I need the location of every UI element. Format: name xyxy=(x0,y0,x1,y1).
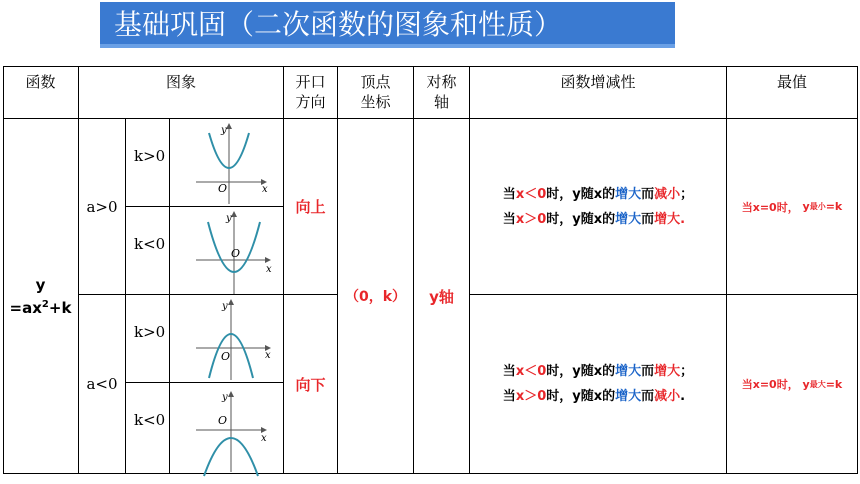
case-k-positive-up: k>0 xyxy=(126,119,170,207)
y-axis-label: y xyxy=(222,392,228,403)
origin-label: O xyxy=(221,350,231,363)
y-axis-label: y xyxy=(226,213,232,224)
x-axis-label: x xyxy=(262,184,268,195)
header-opening-l2: 方向 xyxy=(295,93,326,111)
symmetry-axis: y轴 xyxy=(414,119,470,474)
x-axis-label: x xyxy=(265,350,271,361)
monotonicity-up xyxy=(470,119,727,295)
graph-cell-1 xyxy=(170,119,284,207)
header-function: 函数 xyxy=(3,66,79,119)
function-formula xyxy=(3,119,79,474)
header-vertex-l1: 顶点 xyxy=(360,73,391,91)
origin-label: O xyxy=(218,182,228,195)
formula-y: y xyxy=(35,275,46,294)
case-a-positive: a>0 xyxy=(79,119,126,295)
x-axis-label: x xyxy=(266,264,272,275)
case-a-negative: a<0 xyxy=(79,295,126,474)
y-axis-label: y xyxy=(222,301,228,312)
case-k-negative-up: k<0 xyxy=(126,207,170,295)
header-vertex xyxy=(338,66,414,119)
vertex-coordinates: （0，k） xyxy=(338,119,414,474)
opening-up: 向上 xyxy=(284,119,338,295)
monotonicity-down xyxy=(470,295,727,474)
header-extreme: 最值 xyxy=(727,66,858,119)
page-title: 基础巩固（二次函数的图象和性质） xyxy=(100,2,675,48)
mono-down-line2: 当x＞0时，y随x的增大而减小. xyxy=(502,389,686,404)
y-axis-label: y xyxy=(221,125,227,136)
case-k-positive-down: k>0 xyxy=(126,295,170,383)
header-graph: 图象 xyxy=(79,66,284,119)
case-k-negative-down: k<0 xyxy=(126,383,170,474)
origin-label: O xyxy=(231,247,241,260)
extreme-maximum: 当x=0时， y 最大 =k xyxy=(727,295,858,474)
formula-rhs: $=ax^2+k$ xyxy=(9,298,72,317)
header-axis-l1: 对称 xyxy=(426,73,457,91)
graph-cell-4 xyxy=(170,383,284,474)
extreme-minimum: 当x=0时， y 最小 =k xyxy=(727,119,858,295)
header-vertex-l2: 坐标 xyxy=(360,93,391,111)
header-axis xyxy=(414,66,470,119)
header-axis-l2: 轴 xyxy=(433,93,449,111)
mono-up-line2: 当x＞0时，y随x的增大而增大. xyxy=(502,211,686,227)
graph-cell-3 xyxy=(170,295,284,383)
origin-label: O xyxy=(218,414,228,427)
mono-down-line1: 当x＜0时，y随x的增大而增大； xyxy=(502,364,694,379)
graph-cell-2 xyxy=(170,207,284,295)
header-monotonicity: 函数增减性 xyxy=(470,66,727,119)
opening-down: 向下 xyxy=(284,295,338,474)
header-opening-l1: 开口 xyxy=(295,73,326,91)
mono-up-line1: 当x＜0时，y随x的增大而减小； xyxy=(502,186,694,202)
header-opening-direction xyxy=(284,66,338,119)
x-axis-label: x xyxy=(261,433,267,444)
